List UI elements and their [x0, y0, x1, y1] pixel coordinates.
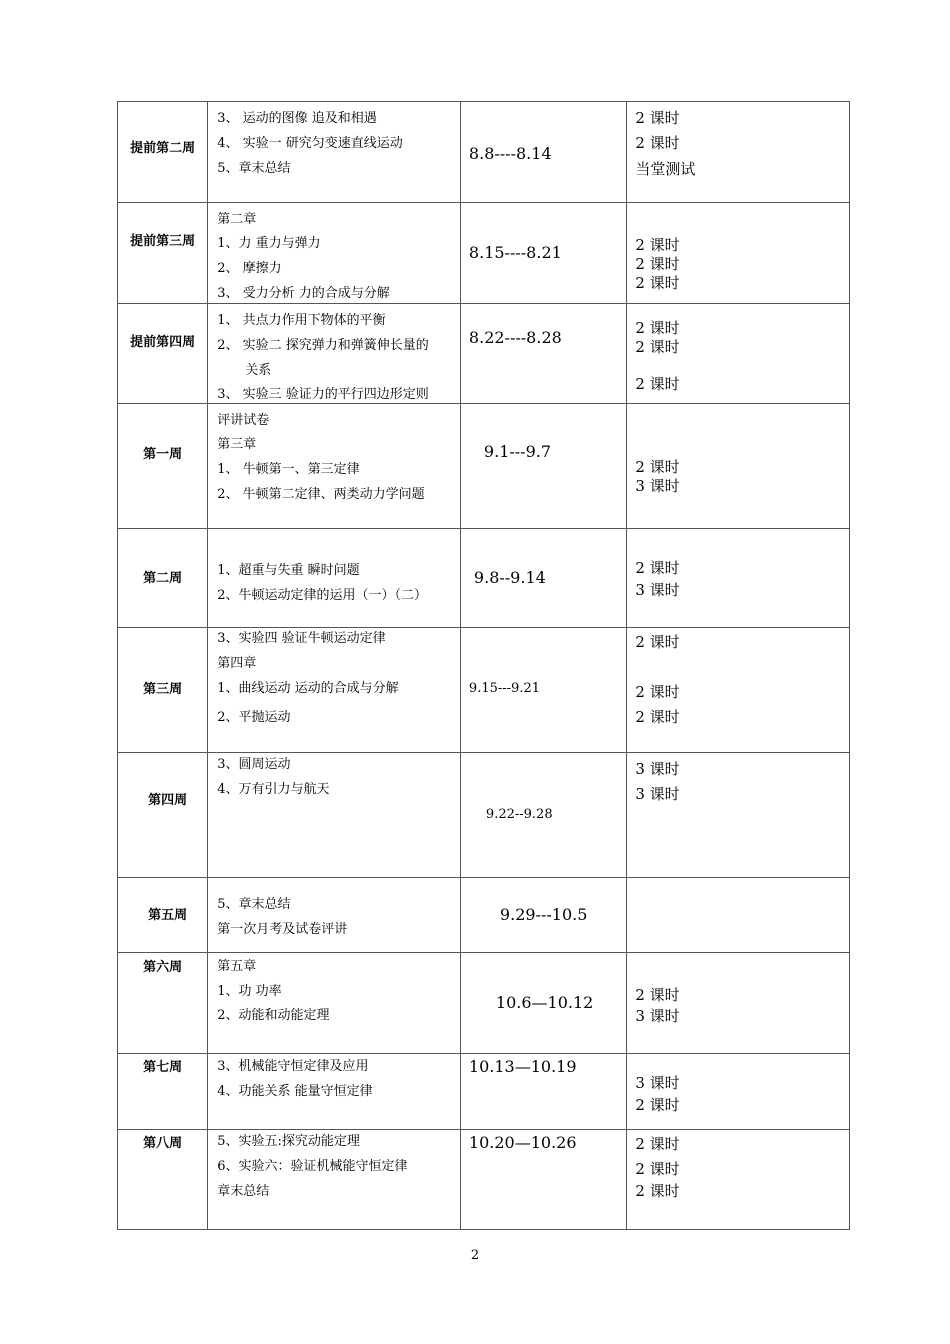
content-line: 章末总结	[217, 1184, 270, 1199]
date-range: 8.15----8.21	[468, 243, 562, 262]
content-cell	[208, 628, 461, 753]
content-line: 1、力 重力与弹力	[217, 236, 321, 251]
hours-line: 当堂测试	[635, 160, 696, 178]
week-label: 第六周	[143, 959, 183, 974]
hours-line: 2 课时	[635, 708, 680, 726]
content-line: 第一次月考及试卷评讲	[217, 922, 348, 937]
date-cell	[460, 953, 626, 1054]
date-range: 9.1---9.7	[483, 442, 552, 461]
hours-cell	[627, 102, 850, 203]
hours-line: 2 课时	[635, 559, 680, 577]
hours-cell	[627, 878, 850, 953]
date-range: 8.8----8.14	[468, 144, 552, 163]
content-cell	[208, 878, 461, 953]
content-line: 3、机械能守恒定律及应用	[217, 1059, 369, 1074]
week-cell	[118, 1054, 208, 1130]
week-cell	[118, 102, 208, 203]
date-cell	[460, 304, 626, 404]
content-line: 4、功能关系 能量守恒定律	[217, 1084, 373, 1099]
hours-line: 2 课时	[635, 1160, 680, 1178]
content-line: 1、超重与失重 瞬时问题	[217, 563, 360, 578]
date-range: 9.22--9.28	[485, 807, 553, 822]
hours-line: 2 课时	[635, 633, 680, 651]
hours-cell	[627, 628, 850, 753]
content-line: 3、 受力分析 力的合成与分解	[217, 286, 390, 301]
schedule-table	[117, 101, 850, 1230]
week-label: 第七周	[143, 1059, 183, 1074]
content-line: 2、动能和动能定理	[217, 1008, 330, 1023]
content-line: 1、 牛顿第一、第三定律	[217, 462, 360, 477]
date-range: 10.13—10.19	[468, 1057, 577, 1076]
content-line: 第四章	[217, 656, 257, 671]
hours-line: 3 课时	[635, 1007, 680, 1025]
hours-line: 3 课时	[635, 760, 680, 778]
table-row	[118, 878, 850, 953]
content-line: 3、圆周运动	[217, 757, 291, 772]
week-cell	[118, 404, 208, 529]
content-line: 评讲试卷	[217, 413, 270, 428]
content-line: 1、 共点力作用下物体的平衡	[217, 313, 386, 328]
week-cell	[118, 953, 208, 1054]
content-line: 1、曲线运动 运动的合成与分解	[217, 681, 399, 696]
content-line: 4、 实验一 研究匀变速直线运动	[217, 136, 403, 151]
week-label: 第四周	[148, 792, 188, 807]
hours-line: 3 课时	[635, 1074, 680, 1092]
table-row	[118, 529, 850, 628]
content-line: 2、平抛运动	[217, 710, 291, 725]
content-cell	[208, 203, 461, 304]
hours-line: 3 课时	[635, 785, 680, 803]
content-line: 2、 实验二 探究弹力和弹簧伸长量的	[217, 338, 429, 353]
week-label: 第二周	[143, 570, 183, 585]
hours-line: 2 课时	[635, 683, 680, 701]
hours-line: 2 课时	[635, 236, 680, 254]
table-row	[118, 1054, 850, 1130]
hours-line: 3 课时	[635, 477, 680, 495]
date-cell	[460, 529, 626, 628]
hours-line: 2 课时	[635, 458, 680, 476]
table-row	[118, 203, 850, 304]
week-cell	[118, 878, 208, 953]
week-cell	[118, 304, 208, 404]
content-line: 5、章末总结	[217, 161, 291, 176]
date-cell	[460, 102, 626, 203]
content-line: 1、功 功率	[217, 984, 282, 999]
hours-line: 2 课时	[635, 109, 680, 127]
date-cell	[460, 404, 626, 529]
content-line: 3、 实验三 验证力的平行四边形定则	[217, 387, 429, 402]
week-label: 提前第四周	[130, 334, 196, 349]
week-label: 第三周	[143, 681, 183, 696]
week-label: 第一周	[143, 446, 183, 461]
week-cell	[118, 628, 208, 753]
hours-cell	[627, 1054, 850, 1130]
date-cell	[460, 1130, 626, 1230]
content-cell	[208, 753, 461, 878]
table-row	[118, 304, 850, 404]
hours-line: 2 课时	[635, 338, 680, 356]
content-line: 5、章末总结	[217, 897, 291, 912]
content-line: 关系	[245, 363, 272, 378]
content-cell	[208, 529, 461, 628]
date-cell	[460, 1054, 626, 1130]
content-line: 3、实验四 验证牛顿运动定律	[217, 631, 386, 646]
hours-cell	[627, 1130, 850, 1230]
content-line: 2、 牛顿第二定律、两类动力学问题	[217, 487, 425, 502]
content-line: 第二章	[217, 212, 257, 227]
week-cell	[118, 1130, 208, 1230]
content-line: 4、万有引力与航天	[217, 782, 330, 797]
date-range: 9.8--9.14	[473, 568, 546, 587]
date-cell	[460, 878, 626, 953]
week-label: 第八周	[143, 1135, 183, 1150]
hours-line: 2 课时	[635, 1096, 680, 1114]
table-row	[118, 102, 850, 203]
date-range: 10.6—10.12	[495, 993, 594, 1012]
hours-cell	[627, 304, 850, 404]
content-line: 2、 摩擦力	[217, 261, 282, 276]
date-cell	[460, 628, 626, 753]
week-cell	[118, 753, 208, 878]
hours-line: 2 课时	[635, 1135, 680, 1153]
week-cell	[118, 529, 208, 628]
content-cell	[208, 1054, 461, 1130]
content-cell	[208, 1130, 461, 1230]
hours-line: 2 课时	[635, 986, 680, 1004]
date-range: 8.22----8.28	[468, 328, 562, 347]
hours-line: 2 课时	[635, 274, 680, 292]
date-range: 10.20—10.26	[468, 1133, 577, 1152]
hours-line: 2 课时	[635, 255, 680, 273]
hours-cell	[627, 203, 850, 304]
hours-cell	[627, 953, 850, 1054]
content-line: 6、实验六：验证机械能守恒定律	[217, 1159, 408, 1174]
week-label: 提前第二周	[130, 140, 196, 155]
content-line: 5、实验五:探究动能定理	[217, 1134, 360, 1149]
hours-cell	[627, 404, 850, 529]
date-range: 9.15---9.21	[468, 681, 540, 696]
week-cell	[118, 203, 208, 304]
table-row	[118, 404, 850, 529]
content-cell	[208, 953, 461, 1054]
week-label: 提前第三周	[130, 233, 196, 248]
date-cell	[460, 203, 626, 304]
hours-line: 2 课时	[635, 319, 680, 337]
content-line: 3、 运动的图像 追及和相遇	[217, 111, 377, 126]
hours-line: 2 课时	[635, 134, 680, 152]
hours-line: 3 课时	[635, 581, 680, 599]
table-row	[118, 628, 850, 753]
hours-cell	[627, 753, 850, 878]
content-line: 第五章	[217, 959, 257, 974]
date-range: 9.29---10.5	[499, 905, 588, 924]
content-line: 第三章	[217, 437, 257, 452]
table-row	[118, 953, 850, 1054]
content-cell	[208, 304, 461, 404]
content-cell	[208, 404, 461, 529]
table-row	[118, 1130, 850, 1230]
content-line: 2、牛顿运动定律的运用（一）（二）	[217, 588, 428, 603]
hours-cell	[627, 529, 850, 628]
table-row	[118, 753, 850, 878]
hours-line: 2 课时	[635, 1182, 680, 1200]
page-number: 2	[470, 1248, 480, 1263]
date-cell	[460, 753, 626, 878]
week-label: 第五周	[148, 907, 188, 922]
content-cell	[208, 102, 461, 203]
hours-line: 2 课时	[635, 375, 680, 393]
